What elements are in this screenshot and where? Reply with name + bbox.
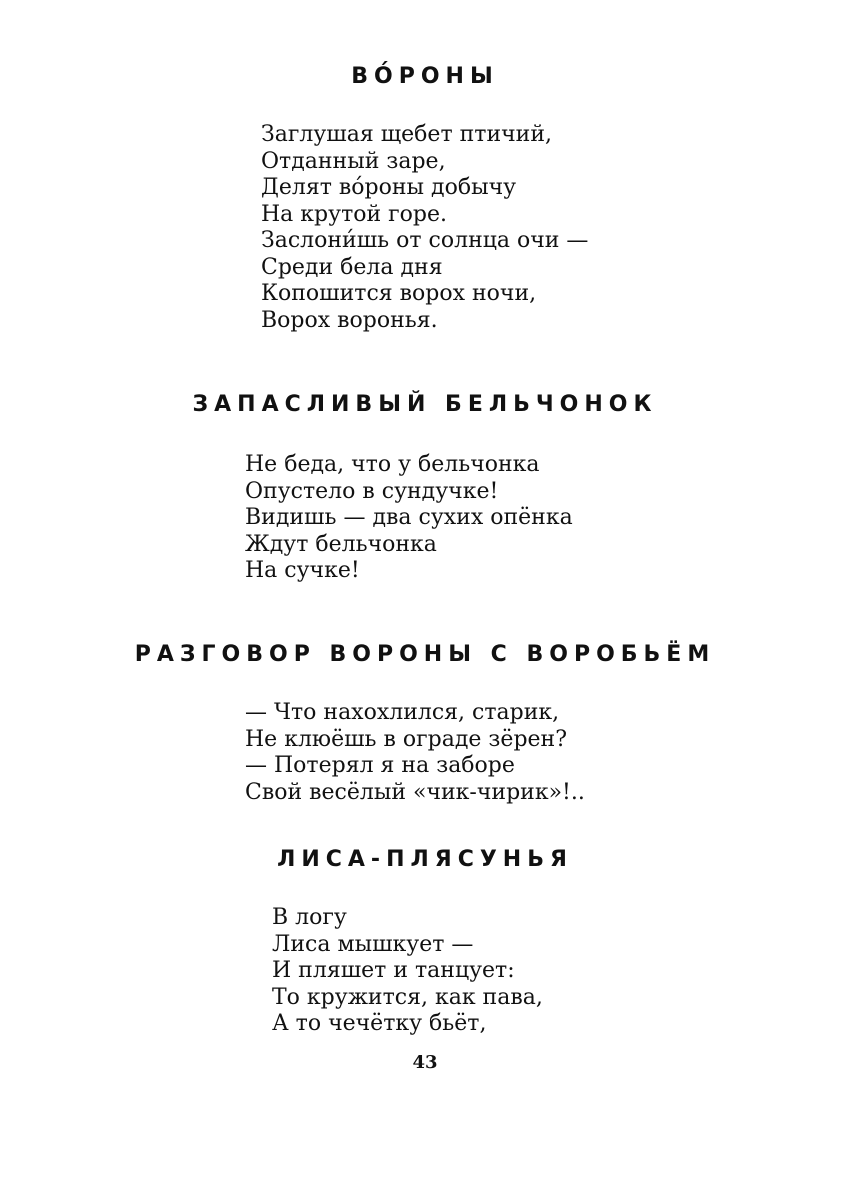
poem-line: Опустело в сундучке! xyxy=(245,478,499,504)
poem-line: Не беда, что у бельчонка xyxy=(245,452,540,477)
poem-body xyxy=(272,905,543,1038)
poem-line: Ворох воронья. xyxy=(261,307,438,333)
poem-line: Свой весёлый «чик-чирик»!.. xyxy=(245,779,585,805)
poem-line: То кружится, как пава, xyxy=(272,984,543,1010)
poem-line: Видишь — два сухих опёнка xyxy=(245,505,573,530)
page-number: 43 xyxy=(412,1052,438,1073)
poem-line: А то чечётку бьёт, xyxy=(272,1011,487,1036)
poem-line: Среди бела дня xyxy=(261,254,443,280)
poem-line: Не клюёшь в ограде зёрен? xyxy=(245,726,568,752)
poem-title: ЗАПАСЛИВЫЙ БЕЛЬЧОНОК xyxy=(192,392,658,417)
poem-line: Отданный заре, xyxy=(261,148,446,174)
poem-title: ЛИСА-ПЛЯСУНЬЯ xyxy=(277,847,573,872)
poem-title: ВО́РОНЫ xyxy=(351,64,499,89)
poem-line: — Что нахохлился, старик, xyxy=(245,700,560,725)
poem-line: Заслони́шь от солнца очи — xyxy=(261,228,589,253)
poem-line: Заглушая щебет птичий, xyxy=(261,122,552,147)
poem-line: В логу xyxy=(272,905,347,930)
poem-body xyxy=(245,700,585,806)
poem-line: На сучке! xyxy=(245,558,360,583)
poem-line: И пляшет и танцует: xyxy=(272,958,515,983)
poem-line: Делят во́роны добычу xyxy=(261,175,517,200)
poem-body xyxy=(261,122,588,334)
poem-line: — Потерял я на заборе xyxy=(245,753,515,778)
poem-line: На крутой горе. xyxy=(261,201,448,227)
poem-line: Лиса мышкует — xyxy=(272,931,474,957)
poem-line: Копошится ворох ночи, xyxy=(261,281,537,306)
poem-body xyxy=(245,452,573,585)
poem-line: Ждут бельчонка xyxy=(245,531,437,557)
poem-title: РАЗГОВОР ВОРОНЫ С ВОРОБЬЁМ xyxy=(134,642,716,667)
